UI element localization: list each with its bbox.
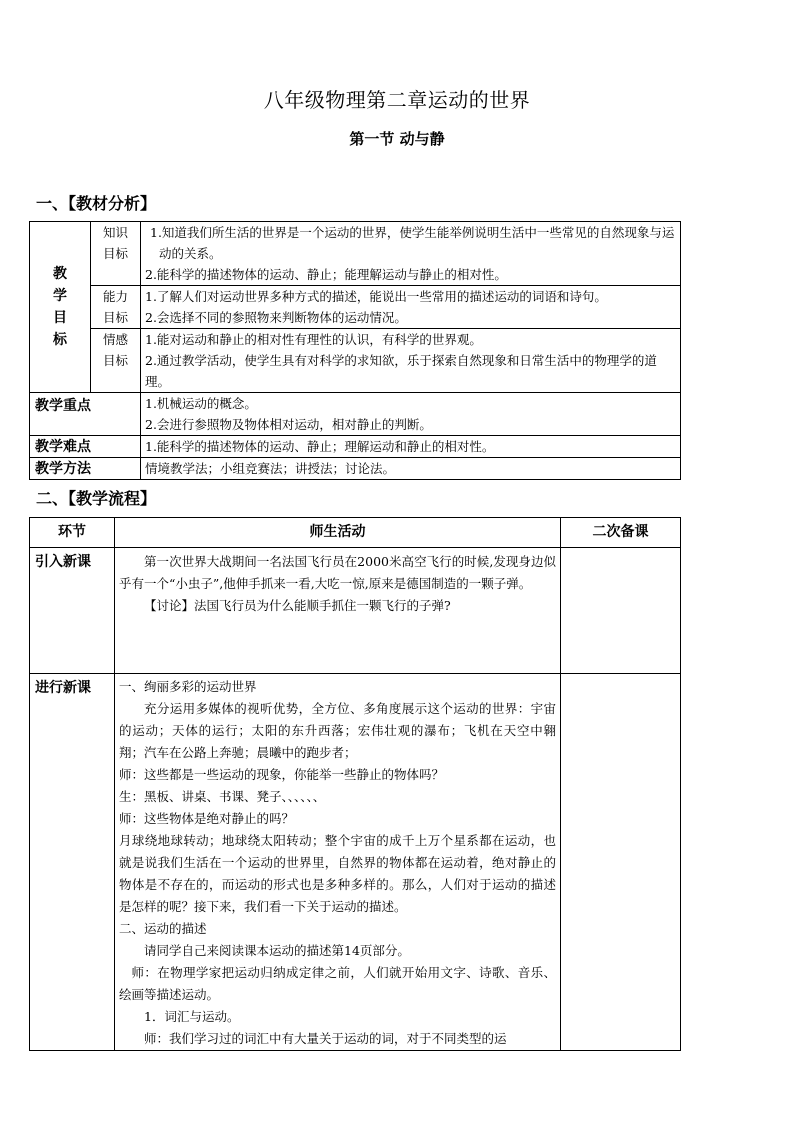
key-points-label: 教学重点 <box>30 393 141 436</box>
header-activities: 师生活动 <box>115 518 561 548</box>
emotion-goal-content: 1.能对运动和静止的相对性有理性的认识，有科学的世界观。 2.通过教学活动，使学生具有对科学的求知欲，乐于探索自然现象和日常生活中的物理学的道理。 <box>141 329 681 393</box>
analysis-table <box>29 221 681 480</box>
teaching-flow-table <box>29 517 681 1051</box>
ability-goal-content: 1.了解人们对运动世界多种方式的描述，能说出一些常用的描述运动的词语和诗句。 2.会选择不同的参照物来判断物体的运动情况。 <box>141 286 681 329</box>
method-content: 情境教学法；小组竞赛法；讲授法；讨论法。 <box>141 458 681 480</box>
new-lesson-content: 一、绚丽多彩的运动世界 充分运用多媒体的视听优势，全方位、多角度展示这个运动的世界：宇宙的运动；天体的运行；太阳的东升西落；宏伟壮观的瀑布；飞机在天空中翱翔；汽车在公路上奔驰；晨曦中的跑步者； 师：这些都是一些运动的现象，你能举一些静止的物体吗？ 生：黑板、讲桌、书课、凳子、、、、、、 师：这些物体是绝对静止的吗？ 月球绕地球转动；地球绕太阳转动；整个宇宙的成千上万个星系都在运动，也就是说我们生活在一个运动的世界里，自然界的物体都在运动着，绝对静止的物体是不存在的，而运动的形式也是多种多样的。那么，人们对于运动的描述是怎样的呢？接下来，我们看一下关于运动的描述。 二、运动的描述 请同学自己来阅读课本运动的描述第14页部分。 师：在物理学家把运动归纳成定律之前，人们就开始用文字、诗歌、音乐、绘画等描述运动。 1．词汇与运动。 师：我们学习过的词汇中有大量关于运动的词，对于不同类型的运 <box>115 674 561 1051</box>
header-second-prep: 二次备课 <box>561 518 681 548</box>
emotion-goal-label: 情感 目标 <box>91 329 141 393</box>
ability-goal-label: 能力 目标 <box>91 286 141 329</box>
section-heading-analysis: 一、【教材分析】 <box>36 194 157 213</box>
new-lesson-stage-label: 进行新课 <box>30 674 115 1051</box>
intro-second-prep <box>561 548 681 674</box>
key-points-content: 1.机械运动的概念。 2.会进行参照物及物体相对运动，相对静止的判断。 <box>141 393 681 436</box>
knowledge-goal-label: 知识 目标 <box>91 222 141 286</box>
teaching-goals-label: 教 学 目 标 <box>30 222 91 393</box>
difficulty-content: 1.能科学的描述物体的运动、静止；理解运动和静止的相对性。 <box>141 436 681 458</box>
section-heading-flow: 二、【教学流程】 <box>36 489 157 508</box>
method-label: 教学方法 <box>30 458 141 480</box>
document-title: 八年级物理第二章运动的世界 <box>263 88 531 112</box>
header-stage: 环节 <box>30 518 115 548</box>
intro-stage-content: 第一次世界大战期间一名法国飞行员在2000米高空飞行的时候,发现身边似乎有一个“小虫子”,他伸手抓来一看,大吃一惊,原来是德国制造的一颗子弹。 【讨论】法国飞行员为什么能顺手抓住一颗飞行的子弹? <box>115 548 561 674</box>
difficulty-label: 教学难点 <box>30 436 141 458</box>
knowledge-goal-content: 1.知道我们所生活的世界是一个运动的世界，使学生能举例说明生活中一些常见的自然现象与运动的关系。 2.能科学的描述物体的运动、静止；能理解运动与静止的相对性。 <box>141 222 681 286</box>
new-lesson-second-prep <box>561 674 681 1051</box>
lesson-subtitle: 第一节 动与静 <box>349 130 445 148</box>
intro-stage-label: 引入新课 <box>30 548 115 674</box>
